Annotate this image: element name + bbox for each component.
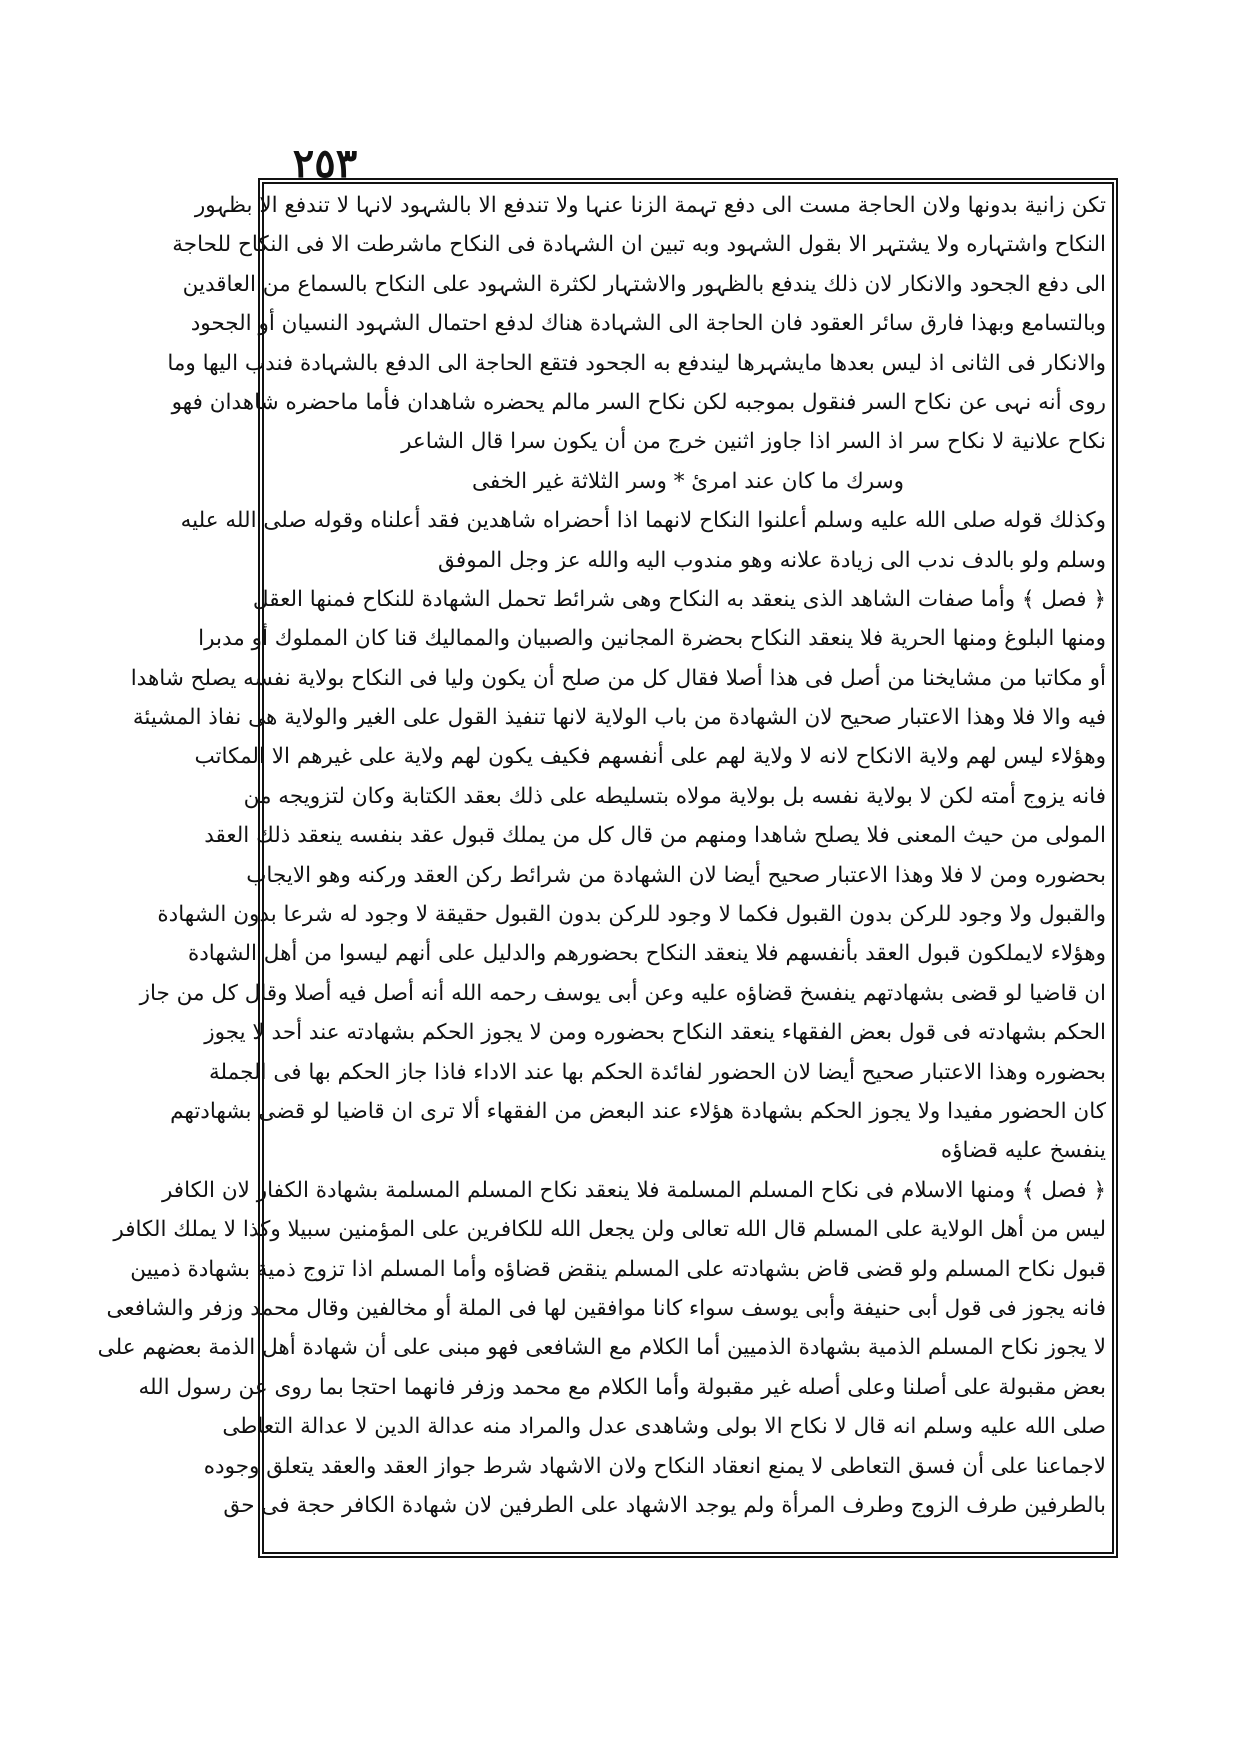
- text-line: کان الحضور مفیدا ولا یجوز الحکم بشهادة هؤلاء عند البعض من الفقهاء ألا تری ان قاضیا لو قضی بشهادتهم: [170, 1098, 1106, 1124]
- text-line: وکذلك قوله صلی الله علیه وسلم أعلنوا النکاح لانهما اذا أحضراه شاهدین فقد أعلناه وقوله صلی الله علیه: [180, 508, 1106, 534]
- text-line: وسلم ولو بالدف ندب الی زیادة علانه وهو مندوب الیه والله عز وجل الموفق: [438, 547, 1106, 573]
- text-line: فانه یجوز فی قول أبی حنیفة وأبی یوسف سواء کانا موافقین لها فی الملة أو مخالفین وقال محمد وزفر والشافعی: [106, 1295, 1106, 1321]
- text-line: قبول نکاح المسلم ولو قضی قاض بشهادته علی المسلم ینقض قضاؤه وأما المسلم اذا تزوج ذمیة بشهادة ذمیین: [130, 1256, 1106, 1282]
- text-line: ومنها البلوغ ومنها الحریة فلا ینعقد النکاح بحضرة المجانین والصبیان والممالیك قنا کان المملوك أو مدبرا: [198, 626, 1106, 652]
- page-number: ٢٥٣: [292, 140, 358, 187]
- text-line: لاجماعنا علی أن فسق التعاطی لا یمنع انعقاد النکاح ولان الاشهاد شرط جواز العقد والعقد یتعلق وجوده: [203, 1453, 1106, 1479]
- text-line: بالطرفین طرف الزوج وطرف المرأة ولم یوجد الاشهاد علی الطرفین لان شهادة الکافر حجة فی حق: [223, 1492, 1106, 1518]
- text-line: وهؤلاء لیس لهم ولایة الانکاح لانه لا ولایة لهم علی أنفسهم فکیف یکون لهم ولایة علی غیرهم الا المکاتب: [194, 744, 1106, 770]
- text-line: بحضوره وهذا الاعتبار صحیح أیضا لان الحضور لفائدة الحکم بها عند الاداء فاذا جاز الحکم بها فی الجملة: [209, 1059, 1106, 1085]
- text-line: وسرك ما كان عند امرئ * وسر الثلاثة غیر الخفی: [471, 468, 905, 494]
- text-line: والانکار فی الثانی اذ لیس بعدها مایشہرها لیندفع به الجحود فتقع الحاجة الی الدفع بالشہادة فندب الیها وما: [167, 350, 1106, 376]
- text-line: نکاح علانیة لا نکاح سر اذ السر اذا جاوز اثنین خرج من أن یکون سرا قال الشاعر: [401, 429, 1106, 455]
- text-line: وبالتسامع وبهذا فارق سائر العقود فان الحاجة الی الشہادة هناك لدفع احتمال الشہود النسیان أو الجحود: [190, 311, 1106, 337]
- text-line: تکن زانیة بدونها ولان الحاجة مست الی دفع تہمة الزنا عنہا ولا تندفع الا بالشہود لانہا لا تندفع الا بظہور: [194, 193, 1106, 218]
- text-line: المولی من حیث المعنی فلا یصلح شاهدا ومنهم من قال کل من یملك قبول عقد بنفسه ینعقد ذلك العقد: [204, 823, 1106, 849]
- text-line: لا یجوز نکاح المسلم الذمیة بشهادة الذمیین أما الکلام مع الشافعی فهو مبنی علی أن شهادة أهل الذمة بعضهم علی: [97, 1335, 1106, 1361]
- text-line: والقبول ولا وجود للرکن بدون القبول فکما لا وجود للرکن بدون القبول حقیقة لا وجود له شرعا بدون الشهادة: [157, 902, 1106, 928]
- text-line: صلی الله علیه وسلم انه قال لا نکاح الا بولی وشاهدی عدل والمراد منه عدالة الدین لا عدالة التعاطی: [222, 1414, 1106, 1440]
- text-line: وهؤلاء لایملکون قبول العقد بأنفسهم فلا ینعقد النکاح بحضورهم والدلیل علی أنهم لیسوا من أهل الشهادة: [187, 941, 1106, 967]
- text-line: أو مکاتبا من مشایخنا من أصل فی هذا أصلا فقال کل من صلح أن یکون ولیا فی النکاح بولایة نفسه یصلح شاهدا: [130, 665, 1106, 691]
- text-line: بعض مقبولة علی أصلنا وعلی أصله غیر مقبولة وأما الکلام مع محمد وزفر فانهما احتجا بما روی عن رسول الله: [138, 1374, 1106, 1400]
- text-line: ینفسخ علیه قضاؤه: [940, 1138, 1106, 1164]
- text-line: فانه یزوج أمته لکن لا بولایة نفسه بل بولایة مولاه بتسلیطه علی ذلك بعقد الکتابة وکان لتزویجه من: [243, 783, 1106, 809]
- text-line: الحکم بشهادته فی قول بعض الفقهاء ینعقد النکاح بحضوره ومن لا یجوز الحکم بشهادته عند أحد لا یجوز: [204, 1020, 1106, 1046]
- text-line: ﴿ فصل ﴾ وأما صفات الشاهد الذی ینعقد به النکاح وهی شرائط تحمل الشهادة للنکاح فمنها العقل: [252, 586, 1106, 612]
- text-line: روی أنه نہی عن نکاح السر فنقول بموجبه لکن نکاح السر مالم یحضره شاهدان فأما ماحضره شاهدان فهو: [171, 389, 1106, 415]
- text-line: لیس من أهل الولایة علی المسلم قال الله تعالی ولن یجعل الله للکافرین علی المؤمنین سبیلا وکذا لا یملك الکافر: [113, 1217, 1106, 1243]
- text-line: الی دفع الجحود والانکار لان ذلك یندفع بالظہور والاشتہار لکثرة الشہود علی النکاح بالسماع من العاقدین: [182, 271, 1106, 297]
- text-body: [97, 186, 1114, 1525]
- text-line: ان قاضیا لو قضی بشهادتهم ینفسخ قضاؤه علیه وعن أبی یوسف رحمه الله أنه أصل فیه أصلا وقال کل من جاز: [139, 980, 1106, 1006]
- text-line: النکاح واشتہاره ولا یشتہر الا بقول الشہود وبه تبین ان الشہادة فی النکاح ماشرطت الا فی النکاح للحاجة: [172, 232, 1106, 258]
- text-line: بحضوره ومن لا فلا وهذا الاعتبار صحیح أیضا لان الشهادة من شرائط رکن العقد ورکنه وهو الایجاب: [246, 862, 1106, 888]
- text-line: فیه والا فلا وهذا الاعتبار صحیح لان الشهادة من باب الولایة لانها تنفیذ القول علی الغیر والولایة هی نفاذ المشیئة: [132, 705, 1106, 731]
- text-line: ﴿ فصل ﴾ ومنها الاسلام فی نکاح المسلم المسلمة فلا ینعقد نکاح المسلم المسلمة بشهادة الکفار لان الکافر: [161, 1177, 1106, 1203]
